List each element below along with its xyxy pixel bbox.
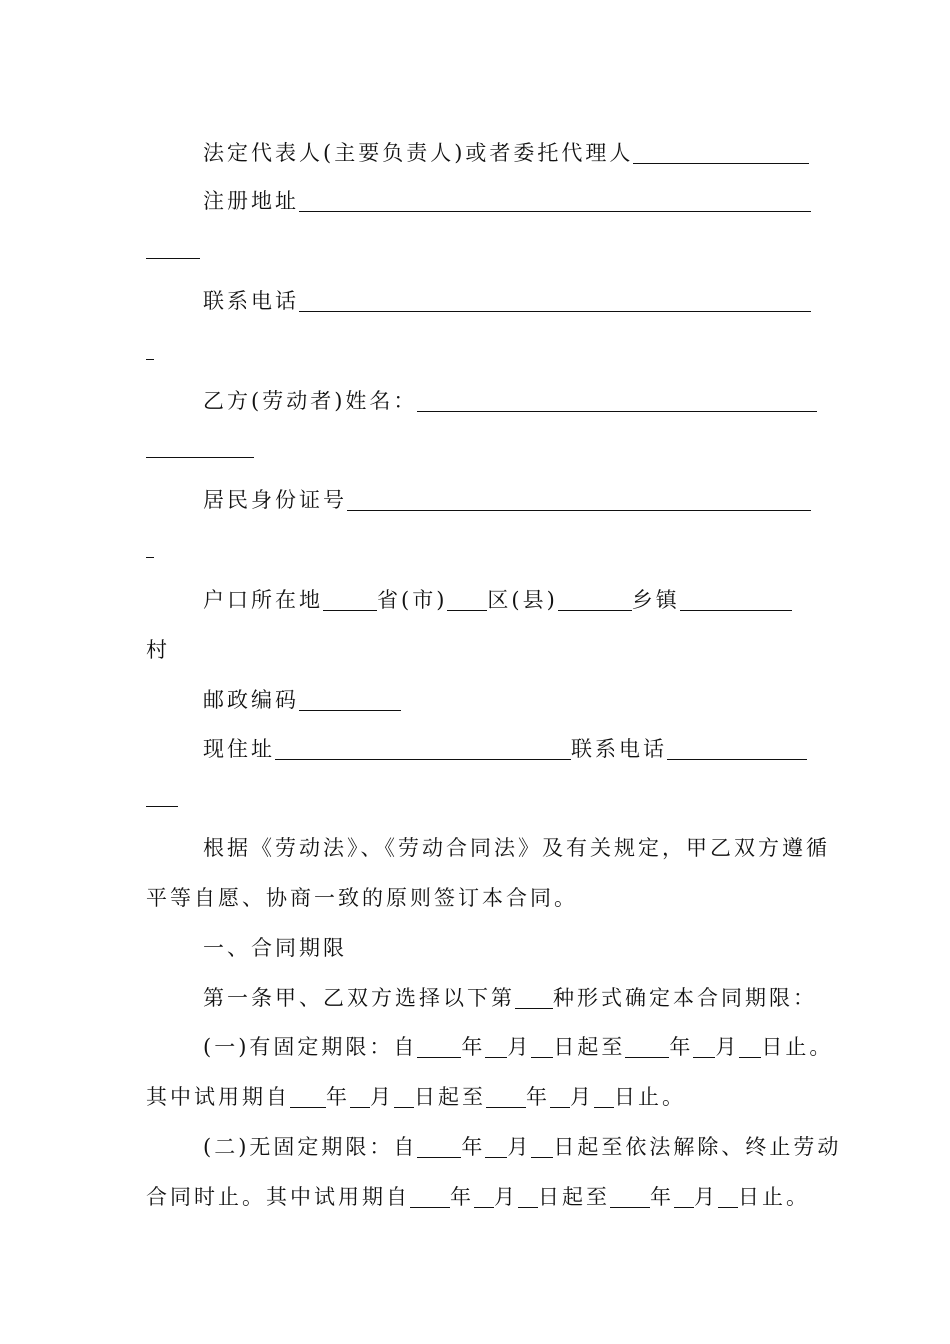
current-addr-field[interactable] [275, 737, 571, 760]
day-end-label: 日止。 [614, 1085, 686, 1109]
form-choice-field[interactable] [515, 986, 553, 1009]
contact-phone-label: 联系电话 [203, 289, 299, 313]
fixed-end-month-field[interactable] [693, 1035, 715, 1058]
fixed-term-label: (一)有固定期限：自 [203, 1035, 418, 1059]
reg-addr-line [203, 186, 811, 216]
month-label: 月 [370, 1085, 394, 1109]
legal-rep-field[interactable] [633, 141, 809, 164]
fixed-start-year-field[interactable] [417, 1035, 461, 1058]
unfixed-start-year-field[interactable] [417, 1135, 461, 1158]
contact-phone-line [203, 286, 811, 316]
fixed-trial-start-year-field[interactable] [290, 1085, 326, 1108]
section-1-title-text: 一、合同期限 [203, 936, 347, 960]
unfixed-trial-end-year-field[interactable] [610, 1185, 650, 1208]
fixed-trial-line [146, 1082, 686, 1112]
year-label: 年 [650, 1185, 674, 1209]
province-field[interactable] [323, 588, 377, 611]
unfixed-start-day-field[interactable] [531, 1135, 553, 1158]
day-end-label: 日止。 [761, 1035, 834, 1059]
id-number-line [203, 485, 811, 515]
year-label: 年 [450, 1185, 474, 1209]
hukou-label: 户口所在地 [203, 588, 323, 612]
unfixed-trial-start-month-field[interactable] [474, 1185, 494, 1208]
fixed-trial-end-year-field[interactable] [486, 1085, 526, 1108]
year-label: 年 [461, 1035, 486, 1059]
unfixed-trial-end-day-field[interactable] [718, 1185, 738, 1208]
fixed-term-line [203, 1032, 833, 1062]
party-b-label: 乙方(劳动者)姓名： [203, 389, 418, 413]
unfixed-term-line [203, 1132, 841, 1162]
year-label: 年 [461, 1135, 486, 1159]
party-b-name-field-cont[interactable] [146, 457, 254, 458]
township-field[interactable] [558, 588, 632, 611]
day-from-label: 日起至 [553, 1035, 626, 1059]
fixed-end-year-field[interactable] [625, 1035, 669, 1058]
fixed-trial-end-day-field[interactable] [594, 1085, 614, 1108]
fixed-trial-end-month-field[interactable] [550, 1085, 570, 1108]
day-from-label: 日起至 [538, 1185, 610, 1209]
month-label: 月 [507, 1135, 532, 1159]
party-b-name-field[interactable] [417, 389, 817, 412]
contact-phone-field-cont[interactable] [146, 359, 154, 360]
trial-label: 其中试用期自 [146, 1085, 290, 1109]
current-phone-field[interactable] [667, 737, 807, 760]
province-label: 省(市) [377, 588, 448, 612]
month-label: 月 [694, 1185, 718, 1209]
day-from-label: 日起至 [414, 1085, 486, 1109]
village-label: 村 [146, 638, 170, 662]
district-label: 区(县) [487, 588, 558, 612]
legal-rep-label: 法定代表人(主要负责人)或者委托代理人 [203, 141, 634, 165]
year-label: 年 [326, 1085, 350, 1109]
unfixed-term-label: (二)无固定期限：自 [203, 1135, 418, 1159]
party-b-line [203, 386, 817, 416]
month-label: 月 [507, 1035, 532, 1059]
village-line [146, 635, 170, 665]
postcode-label: 邮政编码 [203, 688, 299, 712]
unfixed-start-month-field[interactable] [485, 1135, 507, 1158]
hukou-line [203, 585, 792, 615]
reg-addr-label: 注册地址 [203, 189, 299, 213]
contract-when-text: 合同时止。其中试用期自 [146, 1185, 410, 1209]
basis-text-2: 平等自愿、协商一致的原则签订本合同。 [146, 886, 578, 910]
basis-text-1: 根据《劳动法》、《劳动合同法》及有关规定，甲乙双方遵循 [203, 836, 830, 860]
id-number-label: 居民身份证号 [203, 488, 347, 512]
basis-line-2 [146, 883, 578, 913]
fixed-trial-start-day-field[interactable] [394, 1085, 414, 1108]
contact-phone-field[interactable] [299, 289, 811, 312]
village-field[interactable] [680, 588, 792, 611]
reg-addr-field-cont[interactable] [146, 258, 200, 259]
current-phone-field-cont[interactable] [146, 806, 178, 807]
article-1-suffix: 种形式确定本合同期限： [553, 986, 817, 1010]
article-1-prefix: 第一条甲、乙双方选择以下第 [203, 986, 515, 1010]
basis-line-1 [203, 833, 830, 863]
township-label: 乡镇 [631, 588, 680, 612]
fixed-end-day-field[interactable] [739, 1035, 761, 1058]
postcode-line [203, 685, 401, 715]
id-number-field[interactable] [347, 488, 811, 511]
unfixed-trial-start-day-field[interactable] [518, 1185, 538, 1208]
until-law-text: 日起至依法解除、终止劳动 [553, 1135, 842, 1159]
month-label: 月 [715, 1035, 740, 1059]
unfixed-trial-start-year-field[interactable] [410, 1185, 450, 1208]
month-label: 月 [570, 1085, 594, 1109]
month-label: 月 [494, 1185, 518, 1209]
day-end-label: 日止。 [738, 1185, 810, 1209]
district-field[interactable] [447, 588, 487, 611]
current-phone-label: 联系电话 [571, 737, 667, 761]
unfixed-trial-end-month-field[interactable] [674, 1185, 694, 1208]
article-1-line [203, 983, 817, 1013]
postcode-field[interactable] [299, 688, 401, 711]
fixed-start-month-field[interactable] [485, 1035, 507, 1058]
legal-rep-line [203, 138, 809, 168]
fixed-trial-start-month-field[interactable] [350, 1085, 370, 1108]
section-1-title [203, 933, 347, 963]
current-addr-line [203, 734, 807, 764]
reg-addr-field[interactable] [299, 189, 811, 212]
year-label: 年 [669, 1035, 694, 1059]
id-number-field-cont[interactable] [146, 557, 154, 558]
year-label: 年 [526, 1085, 550, 1109]
current-addr-label: 现住址 [203, 737, 275, 761]
unfixed-trial-line [146, 1182, 810, 1212]
fixed-start-day-field[interactable] [531, 1035, 553, 1058]
